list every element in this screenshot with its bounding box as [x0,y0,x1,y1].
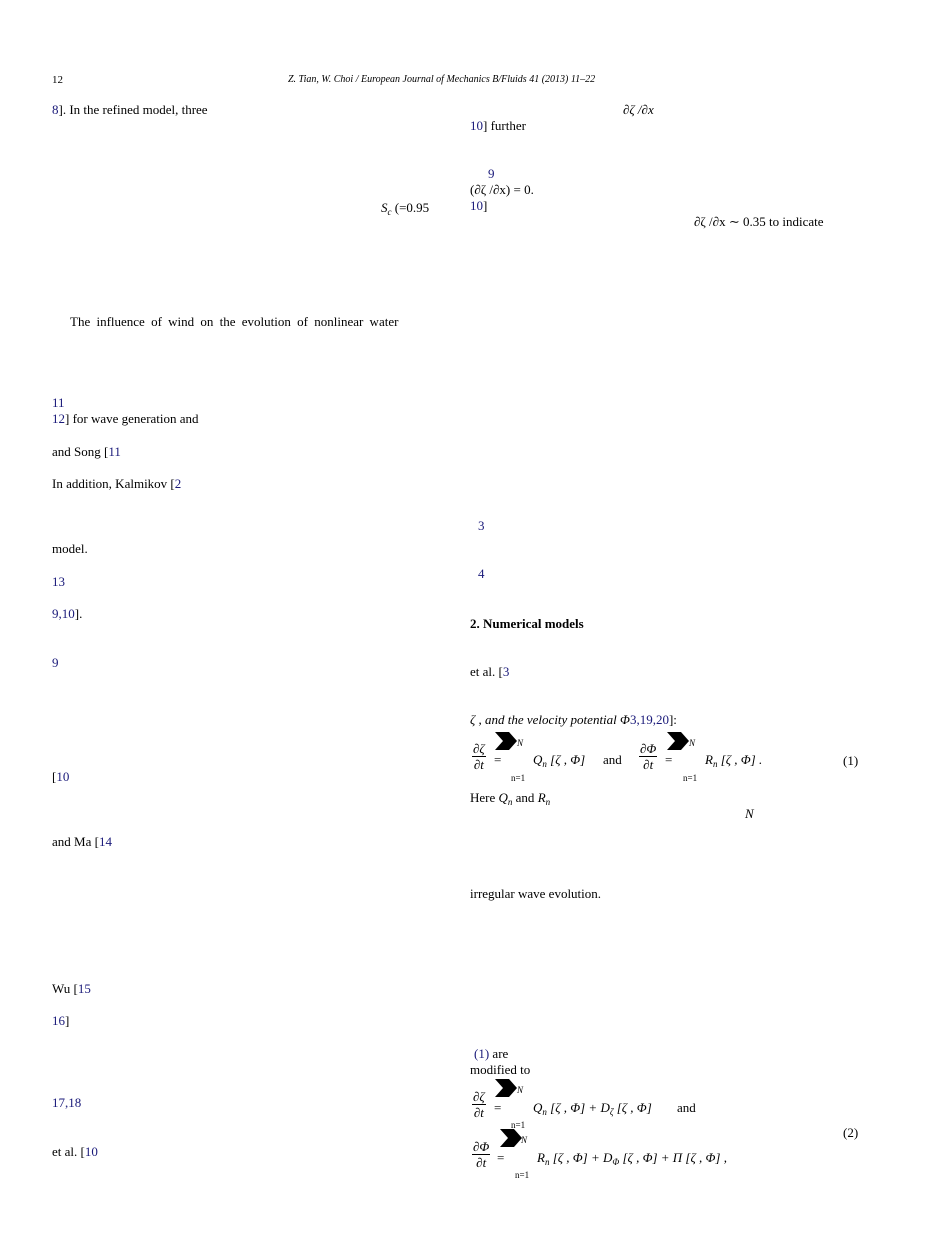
citation-link[interactable]: 10 [470,198,483,213]
citation-link[interactable]: 9,10 [52,606,75,621]
summation-icon [500,1129,522,1147]
left-line-10 [52,769,69,785]
summation-lower: n=1 [511,1120,526,1130]
symbol-sc-sub: c [387,207,392,217]
citation-link[interactable]: 17,18 [52,1095,82,1110]
summation-upper: N [689,738,696,748]
citation-link[interactable]: 10 [56,769,70,784]
citation-link[interactable]: 11 [108,444,121,459]
left-line-wave-generation [52,411,199,427]
symbol-n: N [745,806,754,821]
right-line-here [470,790,550,807]
text: Here [470,790,499,805]
citation-link[interactable]: 9 [488,166,495,181]
subscript: n [545,797,551,807]
citation-link[interactable]: 8 [52,102,59,117]
arguments: [ζ , Φ] [616,1100,652,1115]
operator-q: Q [533,752,543,767]
summation-upper: N [517,1085,524,1095]
left-line-wu [52,981,91,997]
rhs-2 [537,1150,727,1166]
paragraph-start: The influence of wind on the evolution of nonlinear water [70,314,399,329]
subscript: Φ [612,1157,620,1167]
citation-link[interactable]: 16 [52,1013,65,1028]
text: [ [52,769,57,784]
equals-sign: = [497,1150,505,1165]
denominator: ∂t [473,757,484,772]
conjunction: and [677,1100,696,1115]
page-number: 12 [52,74,63,86]
summation-upper: N [517,738,524,748]
left-line-etal [52,1144,98,1160]
conjunction: and [603,752,622,767]
citation-link[interactable]: 10 [470,118,483,133]
arguments: [ζ , Φ] + D [552,1150,613,1165]
equation-reference-link[interactable]: (1) [474,1046,490,1061]
equation-number: (2) [843,1125,859,1140]
left-line-kalmikov [52,476,181,492]
equals-sign: = [494,752,502,767]
summation-icon [495,732,517,750]
text: In addition, Kalmikov [ [52,476,175,491]
numerator: ∂ζ [473,1089,485,1104]
denominator: ∂t [476,1155,487,1170]
subscript: n [544,1157,550,1167]
citation-link[interactable]: 3 [478,518,485,533]
arguments: [ζ , Φ] . [720,752,763,767]
slope-expression: ∂ζ /∂x [623,102,654,117]
summation-lower: n=1 [515,1170,530,1180]
numerator: ∂Φ [473,1139,490,1154]
left-line-model: model. [52,541,88,556]
text: ] for wave generation and [65,411,199,426]
rhs-2 [705,752,762,768]
right-line-modified: modified to [470,1062,531,1077]
denominator: ∂t [643,757,654,772]
right-line-irregular: irregular wave evolution. [470,886,602,901]
symbol-sc: S [381,200,388,215]
operator-r: R [537,1150,545,1165]
fraction-dzeta-dt [472,741,486,772]
fraction-dphi-dt [639,741,657,772]
operator-q: Q [533,1100,543,1115]
citation-link[interactable]: 12 [52,411,65,426]
arguments: [ζ , Φ] + D [550,1100,610,1115]
text: ] [483,198,488,213]
text: ] [65,1013,70,1028]
text: and Ma [ [52,834,99,849]
slope-threshold-text: ∂ζ /∂x ∼ 0.35 to indicate [694,214,824,229]
operator-r: R [705,752,713,767]
summation-icon [495,1079,517,1097]
summation-lower: n=1 [511,773,526,783]
left-line-sc [381,200,429,217]
arguments: [ζ , Φ] + Π [ζ , Φ] , [622,1150,727,1165]
summation-lower: n=1 [683,773,698,783]
text: ]. [74,606,83,621]
citation-link[interactable]: 11 [52,395,65,410]
symbol-r: R [537,790,546,805]
text: ζ , and the velocity potential Φ [470,712,630,727]
symbol-q: Q [498,790,508,805]
equation-1 [470,732,870,784]
citation-link[interactable]: 3 [502,664,510,679]
right-line-etal [470,664,509,680]
right-line-velocity-potential [470,712,677,728]
rhs-1 [533,1100,652,1116]
text: ]. In the refined model, three [58,102,208,117]
arguments: [ζ , Φ] [550,752,586,767]
subscript: n [507,797,513,807]
denominator: ∂t [473,1105,484,1120]
text: and [512,790,538,805]
text: are [489,1046,509,1061]
left-line-ma [52,834,112,850]
numerator: ∂Φ [640,741,657,756]
numerator: ∂ζ [473,741,485,756]
left-line-9-10 [52,606,82,622]
equation-number: (1) [843,753,859,768]
summation-icon [667,732,689,750]
citation-link[interactable]: 2 [174,476,182,491]
fraction-dzeta-dt [472,1089,486,1120]
summation-upper: N [521,1135,528,1145]
right-line-further [470,118,526,134]
equals-sign: = [494,1100,502,1115]
text: Wu [ [52,981,78,996]
left-line-16 [52,1013,69,1029]
rhs-1 [533,752,585,768]
subscript: n [712,759,718,769]
text: ]: [668,712,677,727]
citation-link[interactable]: 9 [52,655,59,670]
citation-link[interactable]: 15 [77,981,91,996]
equals-sign: = [665,752,673,767]
subscript: n [542,759,547,769]
text: and Song [ [52,444,109,459]
right-line-10 [470,198,487,214]
section-heading: 2. Numerical models [470,616,584,631]
text: et al. [ [52,1144,85,1159]
text: ] further [483,118,526,133]
slope-zero-expression: (∂ζ /∂x) = 0. [470,182,534,197]
citation-link[interactable]: 13 [52,574,65,589]
text: (=0.95 [394,200,430,215]
text: et al. [ [470,664,503,679]
fraction-dphi-dt [472,1139,490,1170]
citation-link[interactable]: 14 [98,834,112,849]
citation-link[interactable]: 4 [478,566,485,581]
subscript: ζ [609,1107,614,1117]
left-line-song [52,444,121,460]
right-line-are [474,1046,508,1062]
equation-2 [470,1077,870,1182]
citation-link[interactable]: 10 [84,1144,98,1159]
left-line-1 [52,102,208,118]
running-title: Z. Tian, W. Choi / European Journal of Mechanics B/Fluids 41 (2013) 11–22 [288,74,596,85]
citation-link[interactable]: 3,19,20 [629,712,669,727]
subscript: n [542,1107,547,1117]
